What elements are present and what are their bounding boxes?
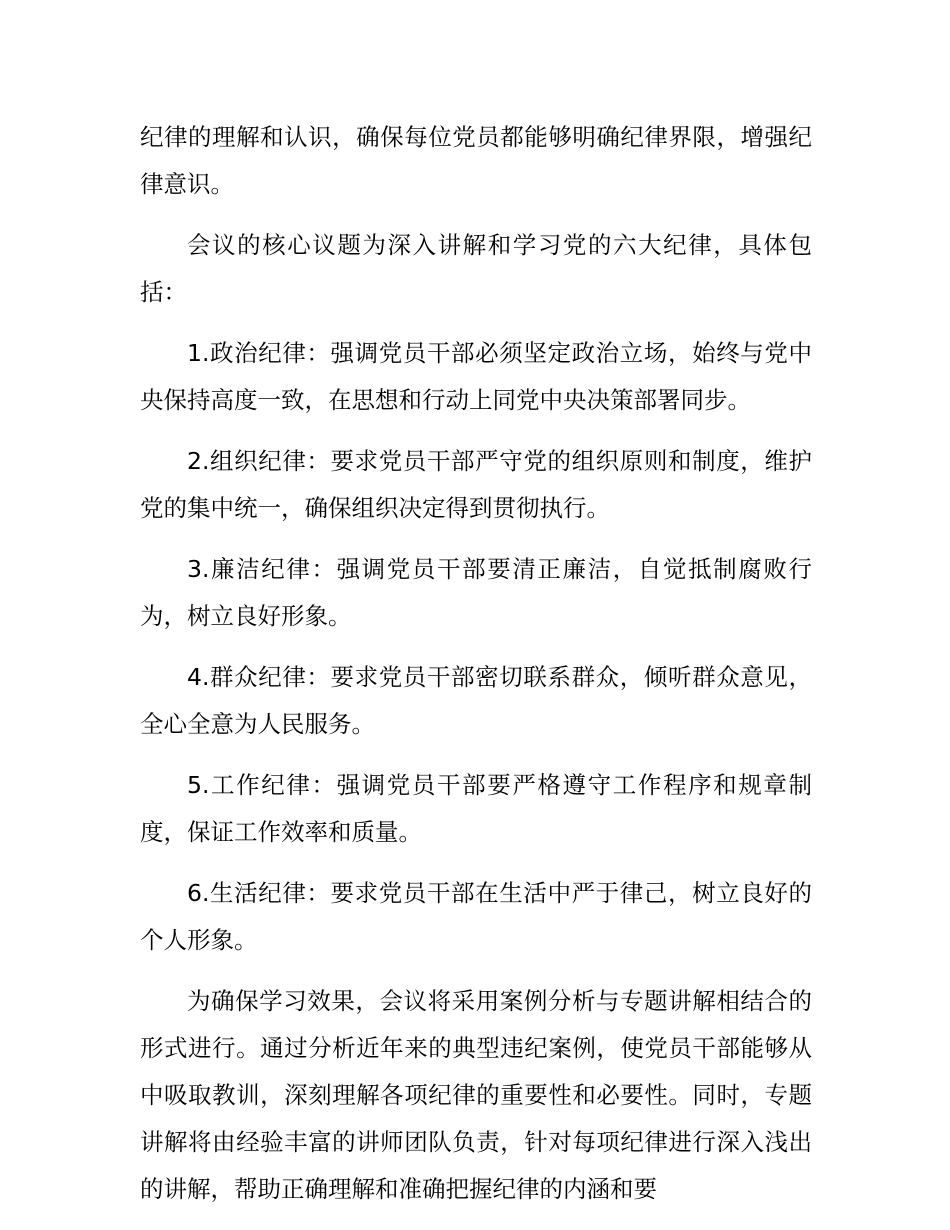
paragraph-life-discipline: 6.生活纪律：要求党员干部在生活中严于律己，树立良好的个人形象。 <box>140 879 812 954</box>
paragraph-core-topic: 会议的核心议题为深入讲解和学习党的六大纪律，具体包括： <box>140 231 812 306</box>
paragraph-political-discipline: 1.政治纪律：强调党员干部必须坚定政治立场，始终与党中央保持高度一致，在思想和行动上同党中央决策部署同步。 <box>140 339 812 414</box>
paragraph-continuation: 纪律的理解和认识，确保每位党员都能够明确纪律界限，增强纪律意识。 <box>140 123 812 198</box>
paragraph-integrity-discipline: 3.廉洁纪律：强调党员干部要清正廉洁，自觉抵制腐败行为，树立良好形象。 <box>140 555 812 630</box>
paragraph-learning-method: 为确保学习效果，会议将采用案例分析与专题讲解相结合的形式进行。通过分析近年来的典型违纪案例，使党员干部能够从中吸取教训，深刻理解各项纪律的重要性和必要性。同时，专题讲解将由经验丰富的讲师团队负责，针对每项纪律进行深入浅出的讲解，帮助正确理解和准确把握纪律的内涵和要 <box>140 987 812 1203</box>
paragraph-mass-discipline: 4.群众纪律：要求党员干部密切联系群众，倾听群众意见，全心全意为人民服务。 <box>140 663 812 738</box>
document-page <box>140 114 812 1227</box>
paragraph-organizational-discipline: 2.组织纪律：要求党员干部严守党的组织原则和制度，维护党的集中统一，确保组织决定得到贯彻执行。 <box>140 447 812 522</box>
paragraph-work-discipline: 5.工作纪律：强调党员干部要严格遵守工作程序和规章制度，保证工作效率和质量。 <box>140 771 812 846</box>
